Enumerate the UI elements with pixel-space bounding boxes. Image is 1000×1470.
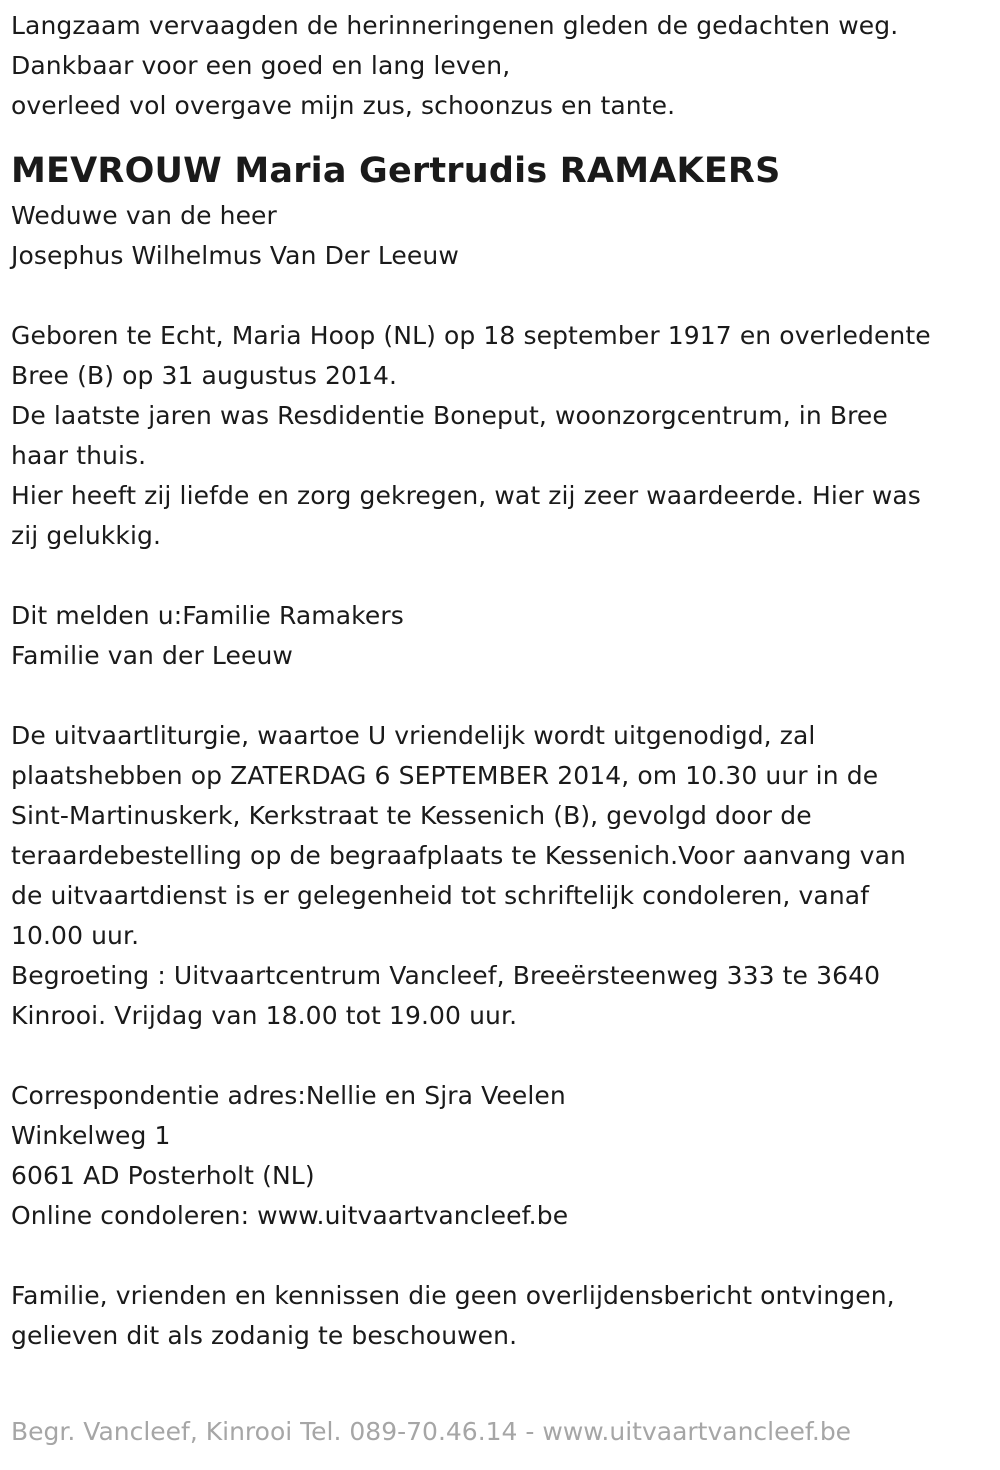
deceased-block [11,146,991,276]
ceremony-line: plaatshebben op ZATERDAG 6 SEPTEMBER 2014, om 10.30 uur in de [11,761,879,790]
ceremony-line: De uitvaartliturgie, waartoe U vriendelijk wordt uitgenodigd, zal [11,721,816,750]
announcers-paragraph [11,596,991,676]
bio-line: Hier heeft zij liefde en zorg gekregen, wat zij zeer waardeerde. Hier was [11,481,921,510]
correspondence-line: Winkelweg 1 [11,1121,171,1150]
closing-line: gelieven dit als zodanig te beschouwen. [11,1321,518,1350]
bio-line: zij gelukkig. [11,521,162,550]
correspondence-paragraph [11,1076,991,1236]
deceased-name: MEVROUW Maria Gertrudis RAMAKERS [11,151,781,191]
death-notice [11,6,991,1356]
online-condolence-line: Online condoleren: www.uitvaartvancleef.be [11,1201,569,1230]
spouse-name: Josephus Wilhelmus Van Der Leeuw [11,241,459,270]
ceremony-line: teraardebestelling op de begraafplaats te Kessenich.Voor aanvang van [11,841,906,870]
bio-line: haar thuis. [11,441,147,470]
intro-line: Dankbaar voor een goed en lang leven, [11,51,511,80]
bio-line: Geboren te Echt, Maria Hoop (NL) op 18 september 1917 en overledente [11,321,931,350]
ceremony-line: 10.00 uur. [11,921,140,950]
ceremony-line: Begroeting : Uitvaartcentrum Vancleef, Breeërsteenweg 333 te 3640 [11,961,881,990]
ceremony-paragraph [11,716,991,1036]
intro-line: Langzaam vervaagden de herinneringenen gleden de gedachten weg. [11,11,899,40]
bio-line: De laatste jaren was Resdidentie Boneput, woonzorgcentrum, in Bree [11,401,888,430]
correspondence-line: 6061 AD Posterholt (NL) [11,1161,315,1190]
intro-line: overleed vol overgave mijn zus, schoonzus en tante. [11,91,676,120]
correspondence-line: Correspondentie adres:Nellie en Sjra Veelen [11,1081,566,1110]
ceremony-line: Sint-Martinuskerk, Kerkstraat te Kessenich (B), gevolgd door de [11,801,812,830]
ceremony-line: Kinrooi. Vrijdag van 18.00 tot 19.00 uur. [11,1001,518,1030]
announcer-line: Familie van der Leeuw [11,641,293,670]
widow-line: Weduwe van de heer [11,201,277,230]
announcer-line: Dit melden u:Familie Ramakers [11,601,404,630]
closing-line: Familie, vrienden en kennissen die geen overlijdensbericht ontvingen, [11,1281,895,1310]
ceremony-line: de uitvaartdienst is er gelegenheid tot schriftelijk condoleren, vanaf [11,881,870,910]
funeral-home-footer: Begr. Vancleef, Kinrooi Tel. 089-70.46.14 - www.uitvaartvancleef.be [11,1417,852,1446]
intro-verse [11,6,991,126]
closing-paragraph [11,1276,991,1356]
bio-line: Bree (B) op 31 augustus 2014. [11,361,398,390]
bio-paragraph [11,316,991,556]
